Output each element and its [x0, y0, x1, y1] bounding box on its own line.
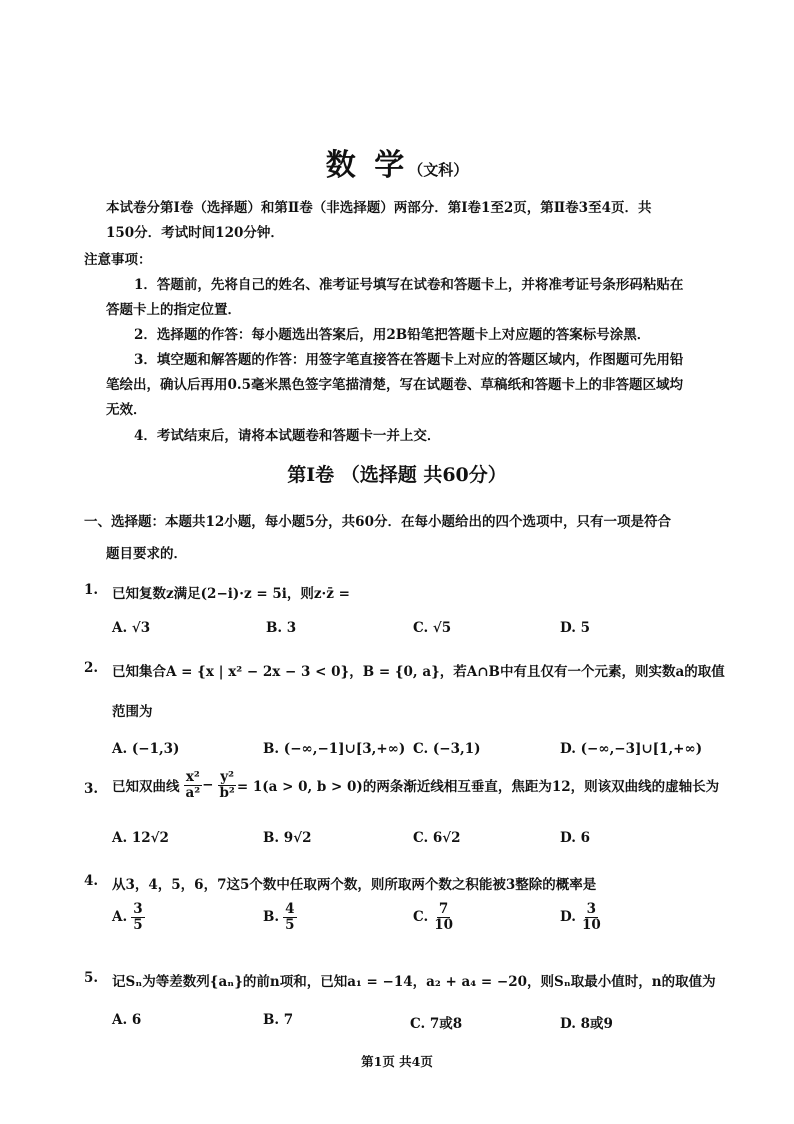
q4-option-a-numerator: 3: [133, 901, 143, 917]
q4-option-a: [112, 902, 145, 933]
intro-line-2: 150分．考试时间120分钟．: [106, 225, 284, 241]
q4-number: 4.: [84, 873, 99, 889]
notice-item-2: 2．选择题的作答：每小题选出答案后，用2B铅笔把答题卡上对应题的答案标号涂黑．: [134, 327, 651, 343]
q3-option-b: B. 9√2: [263, 830, 312, 846]
q3-minus: −: [202, 777, 214, 794]
q4-option-b: [263, 902, 297, 933]
q4-stem: 从3，4，5，6，7这5个数中任取两个数，则所取两个数之积能被3整除的概率是: [112, 877, 597, 893]
q2-option-c: C. (−3,1): [413, 741, 481, 757]
q4-option-d-fraction: [580, 902, 603, 933]
notice-item-3-line-2: 笔绘出，确认后再用0.5毫米黑色签字笔描清楚，写在试题卷、草稿纸和答题卡上的非答题区域均: [106, 377, 683, 393]
q3-x-numerator: x²: [185, 769, 200, 785]
page-title: [0, 140, 794, 184]
q3-x-denominator: a²: [185, 784, 201, 801]
q4-option-b-numerator: 4: [285, 901, 295, 917]
q5-option-b: B. 7: [263, 1012, 294, 1028]
part1-line-1: 一、选择题：本题共12小题，每小题5分，共60分．在每小题给出的四个选项中，只有一项是符合: [84, 514, 671, 530]
title-main: 数 学: [325, 148, 409, 183]
q4-option-c-numerator: 7: [438, 901, 449, 917]
q4-option-c-denominator: 10: [434, 916, 454, 933]
q1-option-a: A. √3: [112, 620, 151, 636]
notice-item-1-line-2: 答题卡上的指定位置．: [106, 302, 241, 318]
q3-option-a: A. 12√2: [112, 830, 169, 846]
q3-y-numerator: y²: [220, 769, 235, 785]
q4-option-b-fraction: [283, 902, 296, 933]
q3-x-fraction: [184, 770, 203, 801]
q4-option-c-label: C.: [413, 909, 429, 926]
q5-option-a: A. 6: [112, 1012, 142, 1028]
q2-number: 2.: [84, 660, 99, 676]
notice-item-1-line-1: 1．答题前，先将自己的姓名、准考证号填写在试卷和答题卡上，并将准考证号条形码粘贴在: [134, 277, 684, 293]
title-subtitle: （文科）: [408, 161, 469, 179]
q1-option-b: B. 3: [266, 620, 297, 636]
q4-option-c-fraction: [432, 902, 455, 933]
part1-line-2: 题目要求的．: [106, 546, 187, 562]
q3-y-fraction: [217, 770, 236, 801]
q2-stem-2: 范围为: [112, 704, 153, 720]
q2-option-b: B. (−∞,−1]∪[3,+∞): [263, 741, 406, 757]
section-heading: 第Ⅰ卷 （选择题 共60分）: [287, 464, 507, 486]
q5-stem: 记Sₙ为等差数列{aₙ}的前n项和，已知a₁ = −14，a₂ + a₄ = −20，则Sₙ取最小值时，n的取值为: [112, 974, 716, 990]
notice-heading: 注意事项：: [84, 252, 152, 268]
q4-option-d: [560, 902, 603, 933]
q3-option-c: C. 6√2: [413, 830, 461, 846]
q2-option-d: D. (−∞,−3]∪[1,+∞): [560, 741, 703, 757]
q2-stem: 已知集合A = {x | x² − 2x − 3 < 0}，B = {0, a}，若A∩B中有且仅有一个元素，则实数a的取值: [112, 664, 725, 680]
q4-option-d-numerator: 3: [586, 901, 597, 917]
q1-option-c: C. √5: [413, 620, 452, 636]
q4-option-d-label: D.: [560, 909, 576, 926]
q3-stem-pre: 已知双曲线: [112, 779, 180, 796]
q3-option-d: D. 6: [560, 830, 591, 846]
q3-stem-post: = 1(a > 0, b > 0)的两条渐近线相互垂直，焦距为12，则该双曲线的虚轴长为: [236, 779, 720, 796]
q4-option-d-denominator: 10: [581, 916, 601, 933]
q4-option-b-denominator: 5: [285, 916, 295, 933]
q5-option-d: D. 8或9: [560, 1016, 613, 1032]
q1-option-d: D. 5: [560, 620, 591, 636]
q3-stem: [112, 770, 719, 801]
q4-option-b-label: B.: [263, 909, 280, 926]
q3-y-denominator: b²: [219, 784, 235, 801]
q4-option-a-fraction: [131, 902, 144, 933]
q4-option-a-denominator: 5: [133, 916, 143, 933]
notice-item-3-line-1: 3．填空题和解答题的作答：用签字笔直接答在答题卡上对应的答题区域内，作图题可先用铅: [134, 352, 684, 368]
q4-option-a-label: A.: [112, 909, 128, 926]
q1-number: 1.: [84, 582, 99, 598]
notice-item-4: 4．考试结束后，请将本试题卷和答题卡一并上交．: [134, 428, 441, 444]
q5-number: 5.: [84, 970, 99, 986]
intro-line-1: 本试卷分第Ⅰ卷（选择题）和第Ⅱ卷（非选择题）两部分．第Ⅰ卷1至2页，第Ⅱ卷3至4页．共: [106, 200, 652, 216]
q4-option-c: [413, 902, 455, 933]
q3-number: 3.: [84, 781, 99, 797]
q1-stem: 已知复数z满足(2−i)·z = 5i，则z·z̄ =: [112, 586, 350, 602]
q2-option-a: A. (−1,3): [112, 741, 180, 757]
q5-option-c: C. 7或8: [410, 1016, 463, 1032]
page-footer: 第1页 共4页: [361, 1054, 433, 1069]
notice-item-3-line-3: 无效．: [106, 402, 147, 418]
